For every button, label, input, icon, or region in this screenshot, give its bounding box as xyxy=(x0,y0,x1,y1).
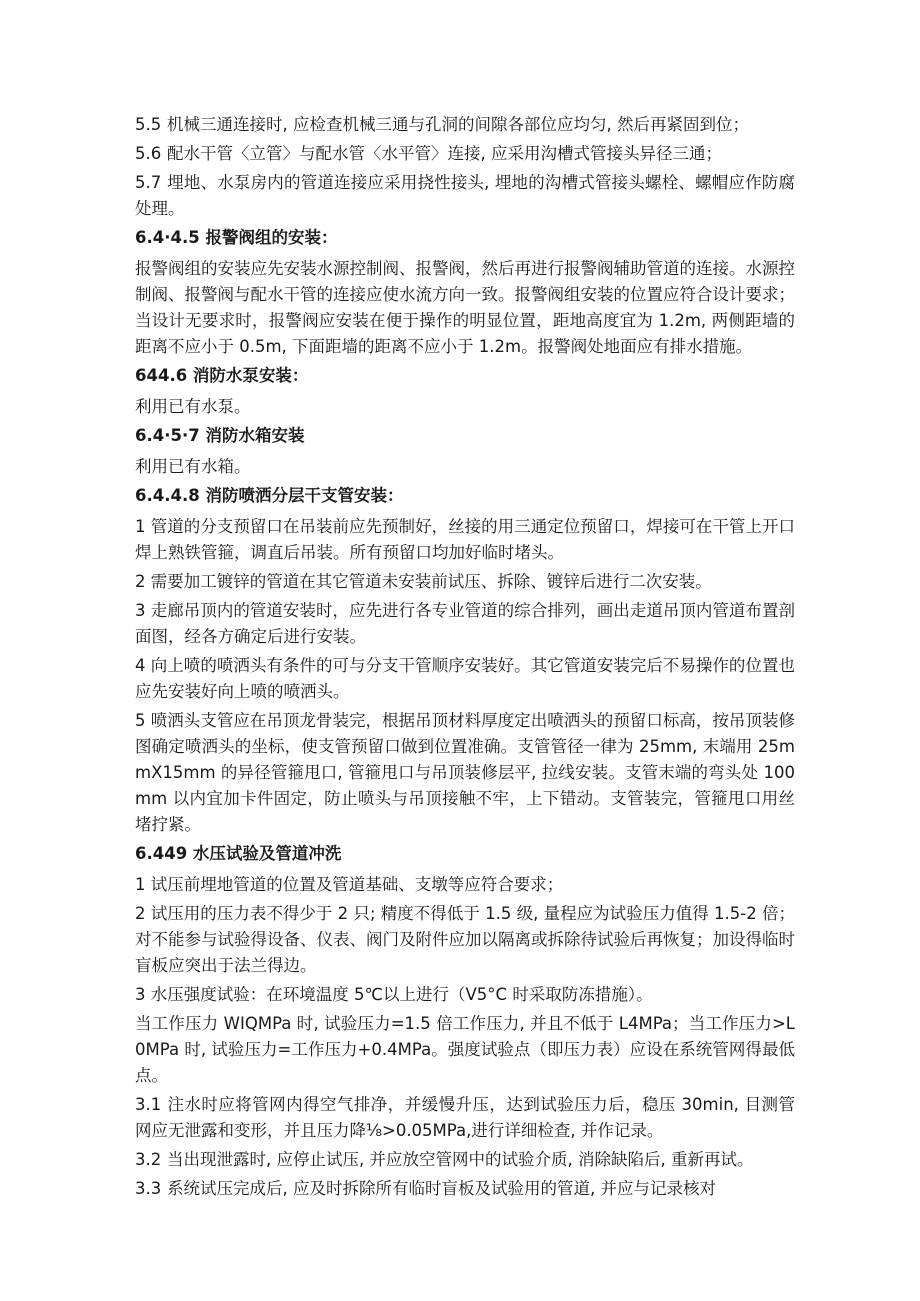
clause-number: 5.5 xyxy=(135,115,162,134)
list-item: 5 喷洒头支管应在吊顶龙骨装完，根据吊顶材料厚度定出喷洒头的预留口标高，按吊顶装修图确定喷洒头的坐标，使支管预留口做到位置准确。支管管径一律为 25mm, 末端用 25mmX15mm 的异径管箍甩口, 管箍甩口与吊顶装修层平, 拉线安装。支管末端的弯头处 100mm 以内宜加卡件固定，防止喷头与吊顶接触不牢，上下错动。支管装完，管箍甩口用丝堵拧紧。 xyxy=(135,711,795,834)
section-heading-fire-tank: 6.4·5·7 消防水箱安装 xyxy=(135,426,305,445)
clause-number: 5.6 xyxy=(135,144,162,163)
section-heading-pressure-test: 6.449 水压试验及管道冲洗 xyxy=(135,844,342,863)
clause-text: 注水时应将管网内得空气排净，并缓慢升压，达到试验压力后，稳压 30min, 目测管网应无泄露和变形，并且压力降⅛>0.05MPa,进行详细检查, 并作记录。 xyxy=(135,1095,795,1140)
clause-3-1 xyxy=(135,1092,795,1144)
clause-3-3 xyxy=(135,1176,795,1202)
list-item: 1 管道的分支预留口在吊装前应先预制好，丝接的用三通定位预留口，焊接可在干管上开口焊上熟铁管箍，调直后吊装。所有预留口均加好临时堵头。 xyxy=(135,517,795,562)
list-item: 2 需要加工镀锌的管道在其它管道未安装前试压、拆除、镀锌后进行二次安装。 xyxy=(135,572,712,591)
paragraph-fire-pump: 利用已有水泵。 xyxy=(135,397,251,416)
clause-number: 3.2 xyxy=(135,1150,162,1169)
section-heading-fire-pump: 644.6 消防水泵安装： xyxy=(135,366,309,385)
clause-number: 3.3 xyxy=(135,1179,162,1198)
list-item: 3 走廊吊顶内的管道安装时，应先进行各专业管道的综合排列，画出走道吊顶内管道布置剖面图，经各方确定后进行安装。 xyxy=(135,601,795,646)
clause-text: 系统试压完成后, 应及时拆除所有临时盲板及试验用的管道, 并应与记录核对 xyxy=(167,1179,716,1198)
list-item: 3 水压强度试验：在环境温度 5℃以上进行（V5°C 时采取防冻措施）。 xyxy=(135,985,653,1004)
section-heading-alarm-valve: 6.4·4.5 报警阀组的安装： xyxy=(135,228,338,247)
list-item: 1 试压前埋地管道的位置及管道基础、支墩等应符合要求； xyxy=(135,875,564,894)
clause-text: 机械三通连接时, 应检查机械三通与孔洞的间隙各部位应均匀, 然后再紧固到位； xyxy=(167,115,749,134)
clause-text: 当出现泄露时, 应停止试压, 并应放空管网中的试验介质, 消除缺陷后, 重新再试。 xyxy=(167,1150,754,1169)
clause-5-5 xyxy=(135,112,795,138)
clause-number: 5.7 xyxy=(135,173,162,192)
clause-text: 配水干管〈立管〉与配水管〈水平管〉连接, 应采用沟槽式管接头异径三通； xyxy=(167,144,722,163)
document-page xyxy=(135,112,795,1205)
clause-5-7 xyxy=(135,170,795,222)
clause-5-6 xyxy=(135,141,795,167)
paragraph-fire-tank: 利用已有水箱。 xyxy=(135,457,251,476)
list-item: 2 试压用的压力表不得少于 2 只; 精度不得低于 1.5 级, 量程应为试验压力值得 1.5-2 倍；对不能参与试验得设备、仪表、阀门及附件应加以隔离或拆除待试验后再恢复；加设得临时盲板应突出于法兰得边。 xyxy=(135,904,795,975)
clause-3-2 xyxy=(135,1147,795,1173)
clause-number: 3.1 xyxy=(135,1095,162,1114)
paragraph-alarm-valve: 报警阀组的安装应先安装水源控制阀、报警阀，然后再进行报警阀辅助管道的连接。水源控制阀、报警阀与配水干管的连接应使水流方向一致。报警阀组安装的位置应符合设计要求；当设计无要求时，报警阀应安装在便于操作的明显位置，距地高度宜为 1.2m, 两侧距墙的距离不应小于 0.5m, 下面距墙的距离不应小于 1.2m。报警阀处地面应有排水措施。 xyxy=(135,259,795,356)
paragraph-working-pressure: 当工作压力 WIQMPa 时, 试验压力=1.5 倍工作压力, 并且不低于 L4MPa；当工作压力>L0MPa 时, 试验压力=工作压力+0.4MPa。强度试验点（即压力表）应设在系统管网得最低点。 xyxy=(135,1014,795,1085)
list-item: 4 向上喷的喷洒头有条件的可与分支干管顺序安装好。其它管道安装完后不易操作的位置也应先安装好向上喷的喷洒头。 xyxy=(135,656,795,701)
clause-text: 埋地、水泵房内的管道连接应采用挠性接头, 埋地的沟槽式管接头螺栓、螺帽应作防腐处理。 xyxy=(135,173,795,218)
section-heading-sprinkler-pipes: 6.4.4.8 消防喷洒分层干支管安装： xyxy=(135,486,404,505)
